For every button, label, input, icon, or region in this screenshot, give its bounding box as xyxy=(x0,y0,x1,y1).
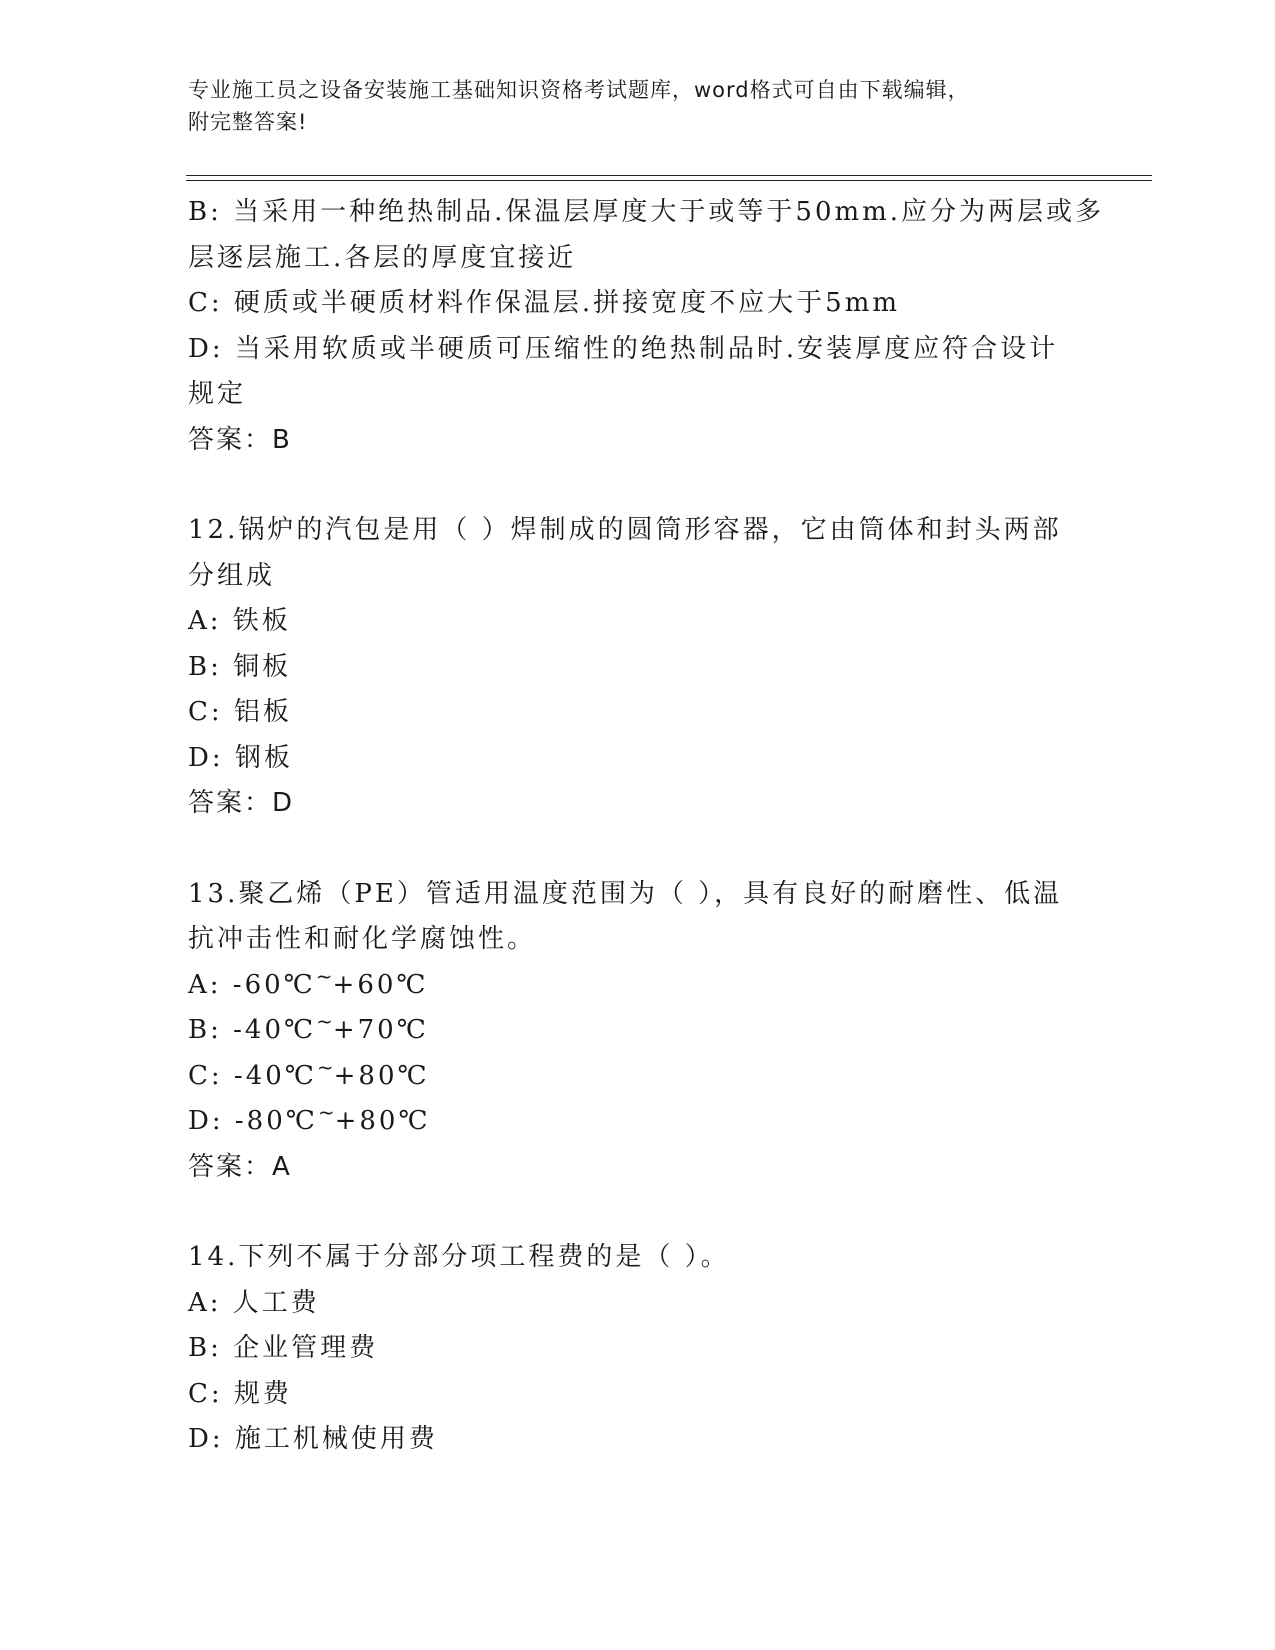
option-d-low: D: -80℃ xyxy=(188,1106,318,1136)
question-stem-line-2: 抗冲击性和耐化学腐蚀性。 xyxy=(188,924,537,954)
range-tilde: ~ xyxy=(315,963,333,988)
question-stem-line-2: 分组成 xyxy=(188,560,276,591)
option-c-high: +80℃ xyxy=(333,1060,430,1091)
spacer xyxy=(188,827,1088,872)
question-12 xyxy=(188,508,1088,827)
option-c: C: 规费 xyxy=(188,1378,292,1409)
option-d: D: 施工机械使用费 xyxy=(188,1424,438,1454)
question-13 xyxy=(188,872,1088,1191)
spacer xyxy=(188,1190,1088,1235)
spacer xyxy=(188,463,1088,508)
question-14 xyxy=(188,1235,1088,1463)
header-line-1: 专业施工员之设备安装施工基础知识资格考试题库，word格式可自由下载编辑， xyxy=(188,78,970,102)
option-b-line-1: B: 当采用一种绝热制品.保温层厚度大于或等于50mm.应分为两层或多 xyxy=(188,197,1105,227)
option-a-low: A: -60℃ xyxy=(188,969,316,1000)
option-d: D: 钢板 xyxy=(188,742,293,773)
question-11-continued xyxy=(188,190,1105,463)
range-tilde: ~ xyxy=(317,1100,335,1124)
option-a: A: 人工费 xyxy=(188,1287,320,1318)
question-stem-line-1: 13.聚乙烯（PE）管适用温度范围为（ ），具有良好的耐磨性、低温 xyxy=(188,878,1063,909)
option-b-line-2: 层逐层施工.各层的厚度宜接近 xyxy=(188,242,577,273)
header-divider-bottom xyxy=(186,180,1152,181)
option-d-line-1: D: 当采用软质或半硬质可压缩性的绝热制品时.安装厚度应符合设计 xyxy=(188,333,1059,364)
answer-line: 答案：A xyxy=(188,1151,292,1182)
answer-line: 答案：B xyxy=(188,424,292,455)
range-tilde: ~ xyxy=(316,1054,334,1079)
answer-line: 答案：D xyxy=(188,788,295,818)
option-c xyxy=(188,1054,1088,1100)
document-header xyxy=(188,74,1068,138)
option-d-high: +80℃ xyxy=(334,1106,431,1136)
option-c-low: C: -40℃ xyxy=(188,1060,317,1091)
option-d-line-2: 规定 xyxy=(188,379,247,409)
range-tilde: ~ xyxy=(316,1009,333,1033)
question-stem: 14.下列不属于分部分项工程费的是（ ）。 xyxy=(188,1242,730,1272)
option-c: C: 硬质或半硬质材料作保温层.拼接宽度不应大于5mm xyxy=(188,288,901,318)
option-b-high: +70℃ xyxy=(332,1015,429,1045)
header-line-2: 附完整答案! xyxy=(188,110,308,134)
option-a xyxy=(188,963,1088,1009)
option-a-high: +60℃ xyxy=(332,969,429,1000)
option-a: A: 铁板 xyxy=(188,606,291,636)
header-divider-top xyxy=(186,175,1152,176)
option-b: B: 铜板 xyxy=(188,651,292,682)
option-b: B: 企业管理费 xyxy=(188,1333,379,1363)
question-list xyxy=(188,190,1105,1463)
option-c: C: 铝板 xyxy=(188,697,292,727)
option-b xyxy=(188,1008,1088,1054)
option-b-low: B: -40℃ xyxy=(188,1015,317,1045)
option-d xyxy=(188,1099,1088,1145)
question-stem-line-1: 12.锅炉的汽包是用（ ）焊制成的圆筒形容器，它由筒体和封头两部 xyxy=(188,515,1062,545)
